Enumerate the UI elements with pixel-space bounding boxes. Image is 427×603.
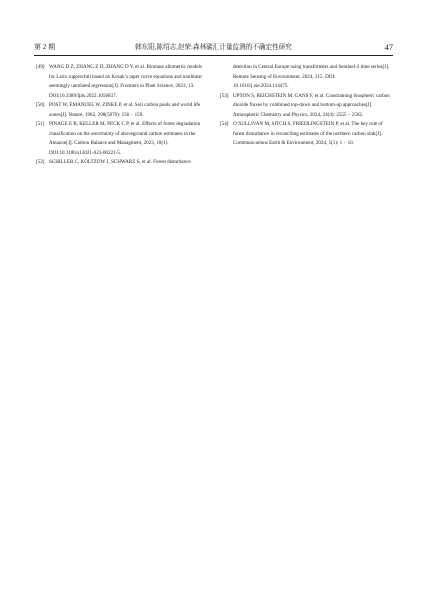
issue-label: 第 2 期 (34, 43, 55, 51)
reference-number: [52] (36, 159, 45, 166)
page-header (34, 40, 393, 52)
reference-text: PINAGE E R, KELLER M, PECK C P, et al. Effects of forest degradation classification on the uncertainty of aboveground carbon estimates in the Amazon[J]. Carbon Balance and Managment, 2023, 18(1). DOI:10.1186/s13021-023-00221-5. (49, 121, 201, 156)
page-number: 47 (384, 42, 393, 52)
reference-50 (36, 101, 208, 120)
reference-text: O’SULLIVAN M, SITCH S, FRIEDLINGSTEIN P, et al. The key role of forest disturbance in reconciling estimates of the northern carbon sink[J]. Communications Earth & Environment, 2024, 5(1): 1 − 10. (233, 121, 383, 147)
reference-number: [53] (220, 92, 229, 99)
reference-text: SCHILLER C, KÖLTZOW J, SCHWARZ S, et al. Forest disturbance (49, 159, 191, 166)
reference-number: [49] (36, 64, 45, 70)
reference-number: [51] (36, 121, 45, 128)
reference-text: POST W, EMANUEL W, ZINKE P, et al. Soil carbon pools and world life zones[J]. Nature, 1982, 298(5870): 156 − 159. (49, 102, 201, 118)
running-title: 韩东阳,陈绍志,赵荣:森林碳汇计量监测的不确定性研究 (135, 44, 292, 51)
reference-52 (36, 158, 208, 168)
header-rule (34, 55, 393, 56)
reference-text: UPTON S, REICHSTEIN M, GANS F, et al. Constraining biospheric carbon dioxide fluxes by combined top-down and bottom-up approaches[J]. Atmospheric Chemistry and Physics, 2024, 24(4): 2555 − 2582. (233, 92, 390, 118)
reference-53 (220, 92, 392, 121)
reference-number: [50] (36, 102, 45, 109)
reference-text: WANG D Z, ZHANG Z D, ZHANG D Y, et al. Biomass allometric models for Larix rupprechtii based on Kozak’s taper curve equations and nonlinear seemingly unrelated regression[J]. Frontiers in Plant Science, 2023, 13. DOI:10.3389/fpls.2022.1056837. (49, 64, 203, 99)
reference-number: [54] (220, 121, 229, 128)
reference-49 (36, 63, 208, 101)
right-column (220, 63, 392, 149)
reference-54 (220, 120, 392, 149)
left-column (36, 63, 208, 168)
reference-52-continuation: detection in Central Europe using transformers and Sentinel-2 time series[J]. Remote Sensing of Environment, 2024, 315. DOI: 10.1016/j.rse.2024.114475. (233, 64, 390, 90)
reference-51 (36, 120, 208, 158)
